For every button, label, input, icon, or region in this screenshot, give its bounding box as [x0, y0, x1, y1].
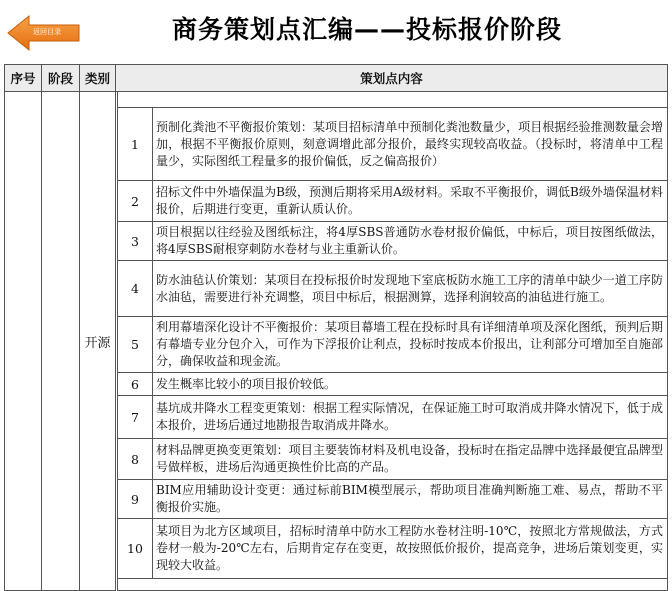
header-stage: 阶段	[42, 65, 80, 92]
back-button-label: 返回目录	[33, 28, 61, 36]
row-content: 利用幕墙深化设计不平衡报价：某项目幕墙工程在投标时具有详细清单项及深化图纸，预判后期有幕墙专业分包介入，可作为下浮报价让利点，投标时按成本价报出，让利部分可增加至自施部分，确保收益和现金流。	[153, 317, 668, 373]
row-content: 材料品牌更换变更策划：项目主要装饰材料及机电设备，投标时在指定品牌中选择最便宜品牌型号做样板，进场后沟通更换性价比高的产品。	[153, 439, 668, 480]
spacer-cell	[118, 92, 668, 108]
header-content: 策划点内容	[116, 65, 668, 92]
row-content: 招标文件中外墙保温为B级，预测后期将采用A级材料。采取不平衡报价，调低B级外墙保温材料报价，后期进行变更，重新认质认价。	[153, 181, 668, 222]
row-number: 7	[118, 396, 153, 439]
page-title: 商务策划点汇编——投标报价阶段	[171, 15, 562, 44]
row-content: BIM应用辅助设计变更：通过标前BIM模型展示，帮助项目准确判断施工难、易点，帮助不平衡报价实施。	[153, 480, 668, 519]
partial-cell	[118, 579, 668, 591]
row-number: 1	[118, 108, 153, 181]
row-content: 某项目为北方区域项目，招标时清单中防水工程防水卷材注明-10℃，按照北方常规做法，方式卷材一般为-20℃左右，后期肯定存在变更，故按照低价报价，提高竞争，进场后策划变更，实现较大收益。	[153, 519, 668, 579]
row-content: 基坑成井降水工程变更策划：根据工程实际情况，在保证施工时可取消成井降水情况下，低于成本报价，进场后通过地勘报告取消成井降水。	[153, 396, 668, 439]
row-number: 3	[118, 222, 153, 261]
row-number: 10	[118, 519, 153, 579]
row-number: 4	[118, 261, 153, 317]
row-number: 5	[118, 317, 153, 373]
row-content: 预制化粪池不平衡报价策划：某项目招标清单中预制化粪池数量少，项目根据经验推测数量会增加，根据不平衡报价原则，刻意调增此部分报价，最终实现较高收益。（投标时，将清单中工程量少，实际图纸工程量多的报价偏低，反之偏高报价）	[153, 108, 668, 181]
row-content: 项目根据以往经验及图纸标注，将4厚SBS普通防水卷材报价偏低，中标后，项目按图纸做法，将4厚SBS耐根穿刺防水卷材与业主重新认价。	[153, 222, 668, 261]
header-category: 类别	[80, 65, 116, 92]
row-content: 防水油毡认价策划：某项目在投标报价时发现地下室底板防水施工工序的清单中缺少一道工序防水油毡，需要进行补充调整，项目中标后，根据测算，选择利润较高的油毡进行施工。	[153, 261, 668, 317]
strategy-table	[4, 64, 668, 591]
row-number: 9	[118, 480, 153, 519]
table-header-row	[5, 65, 668, 92]
row-number: 8	[118, 439, 153, 480]
row-number: 6	[118, 373, 153, 396]
row-content: 发生概率比较小的项目报价较低。	[153, 373, 668, 396]
header-index: 序号	[5, 65, 42, 92]
stage-cell	[42, 92, 80, 591]
index-cell	[5, 92, 42, 591]
row-number: 2	[118, 181, 153, 222]
spacer-row	[5, 92, 668, 108]
category-cell: 开源	[80, 92, 116, 591]
